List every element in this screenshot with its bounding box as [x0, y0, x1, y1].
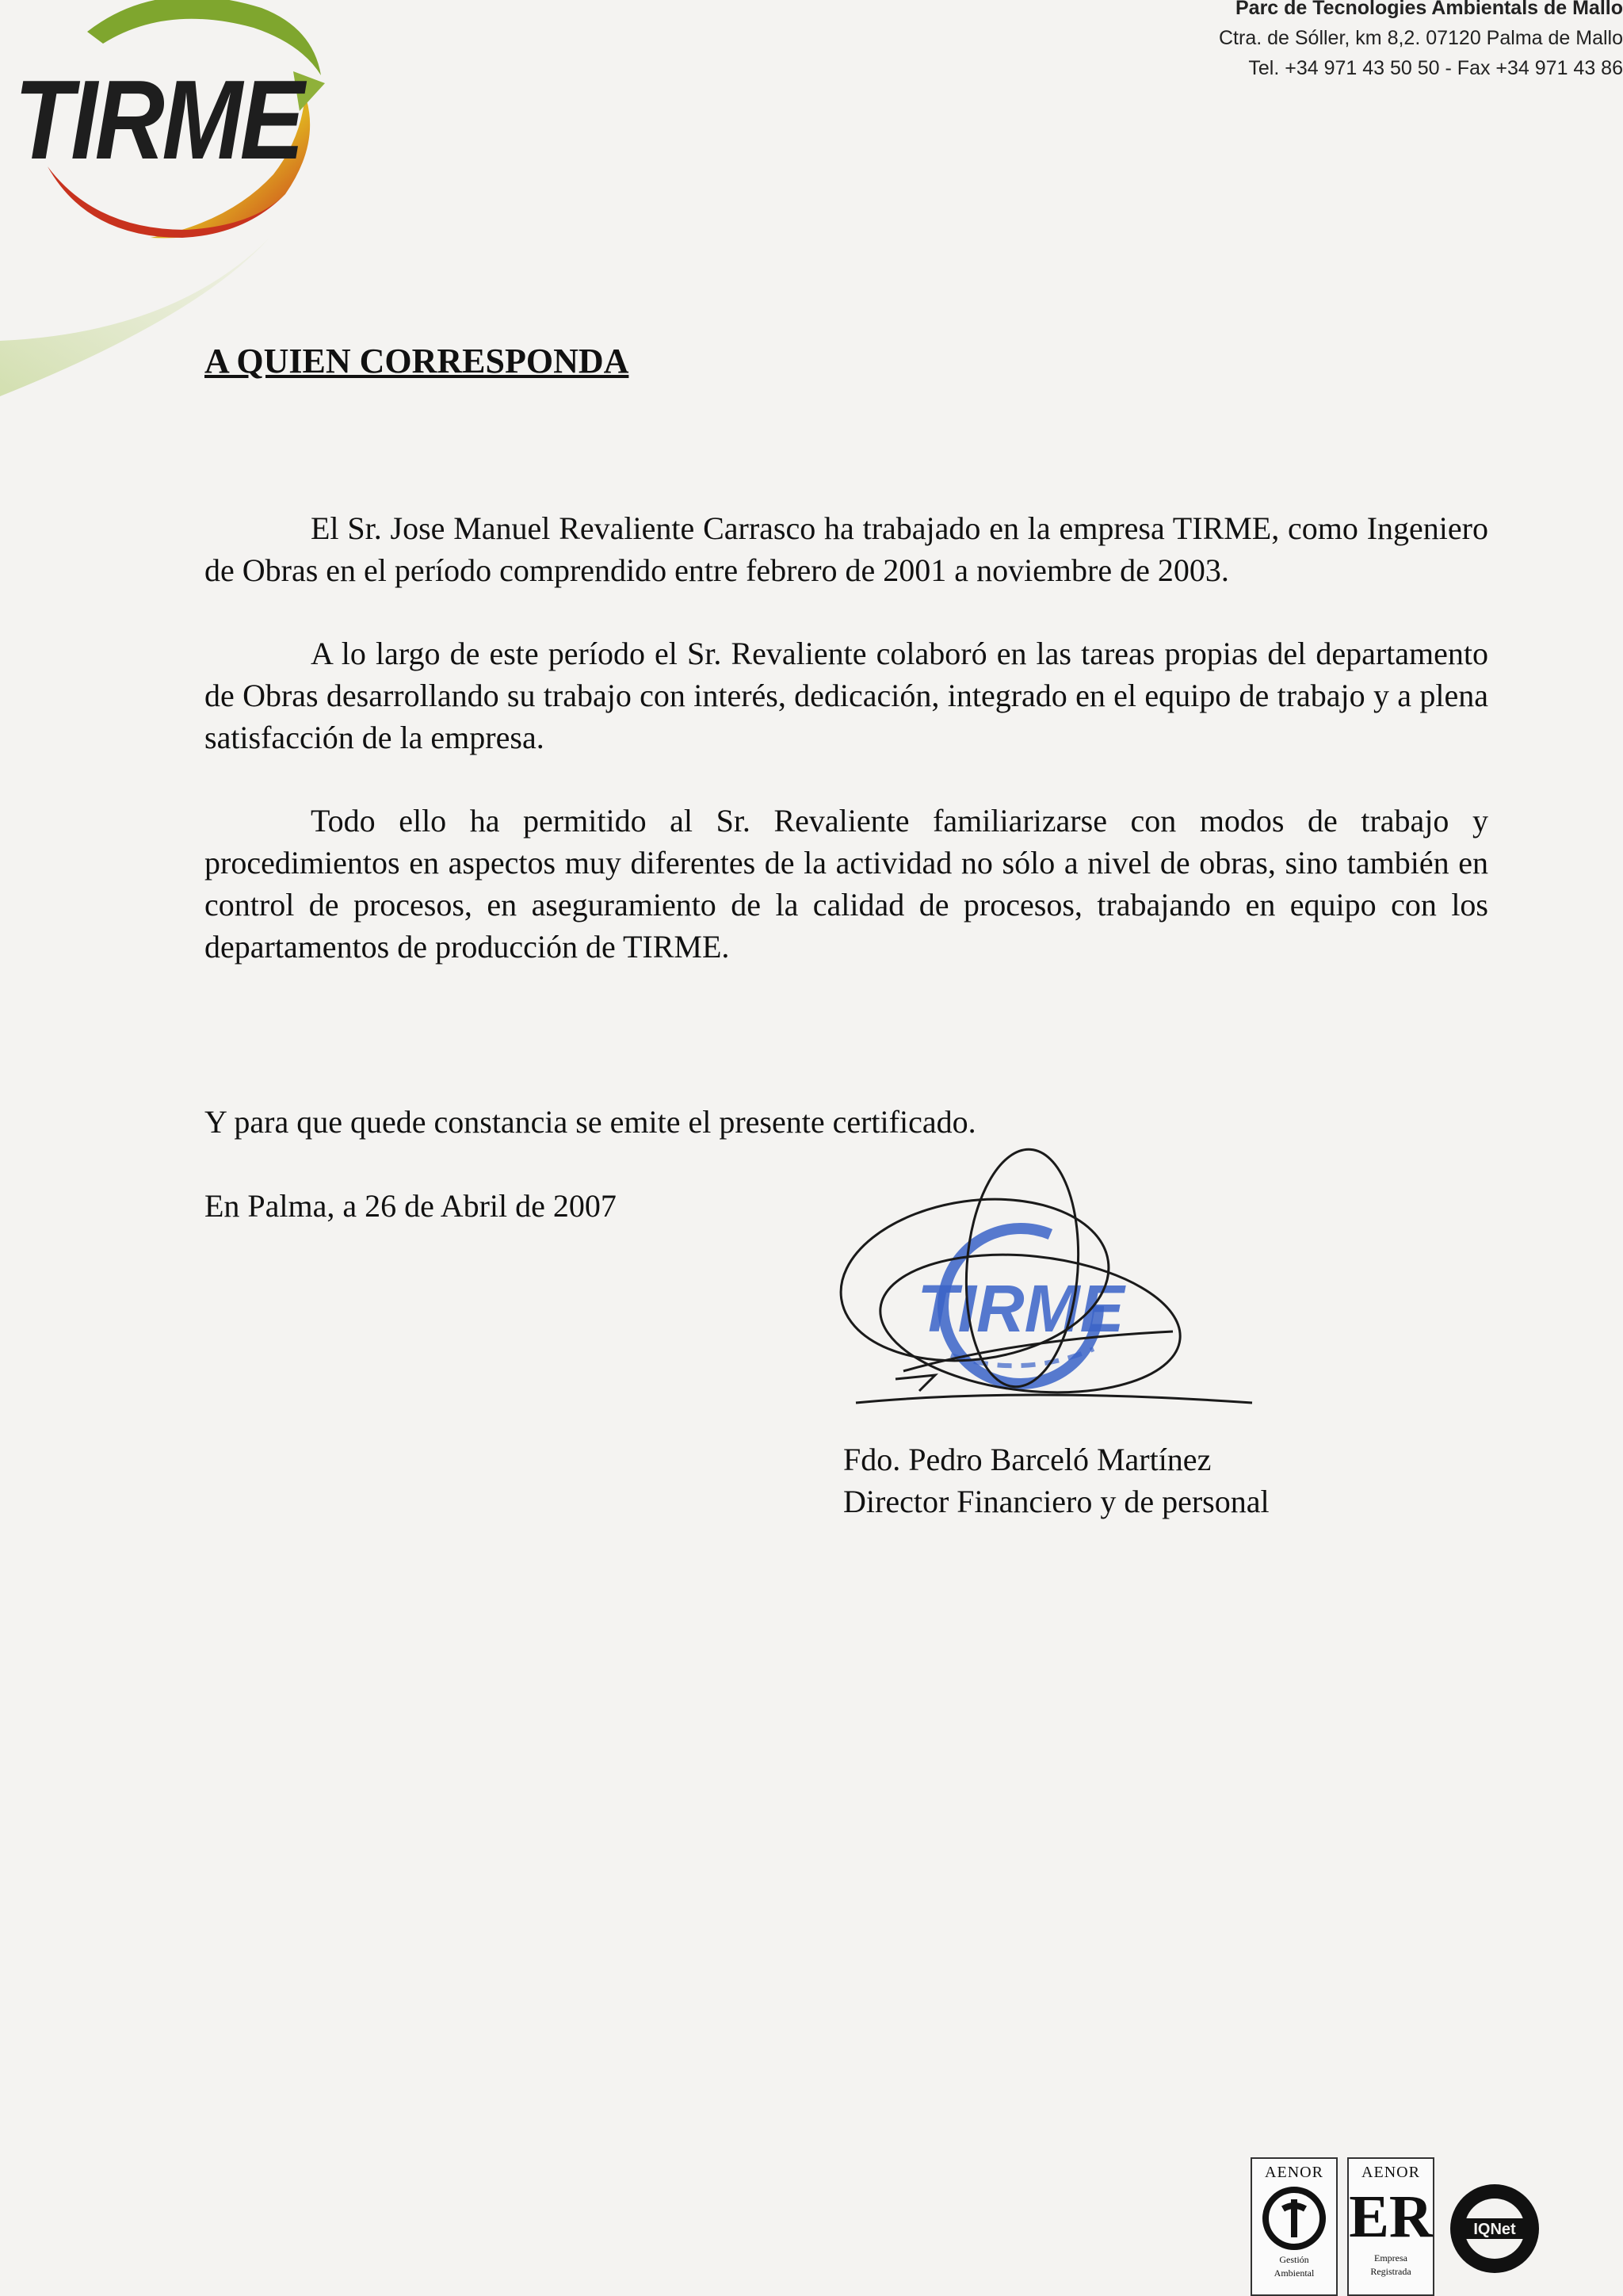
aenor-registered-badge	[1347, 2157, 1434, 2296]
place-date: En Palma, a 26 de Abril de 2007	[204, 1188, 617, 1224]
salutation-heading: A QUIEN CORRESPONDA	[204, 342, 629, 380]
badge-label: Empresa	[1374, 2252, 1407, 2264]
closing-statement: Y para que quede constancia se emite el presente certificado.	[204, 1104, 976, 1140]
er-mark: ER	[1349, 2183, 1433, 2250]
address-line: Ctra. de Sóller, km 8,2. 07120 Palma de Mallo	[1219, 27, 1623, 49]
body-paragraph: Todo ello ha permitido al Sr. Revaliente familiarizarse con modos de trabajo y procedimientos en aspectos muy diferentes de la actividad no sólo a nivel de obras, sino también en control de procesos, en aseguramiento de la calidad de procesos, trabajando en equipo con los departamentos de producción de TIRME.	[204, 803, 1488, 965]
badge-label: Registrada	[1370, 2266, 1411, 2277]
signature-and-stamp	[761, 1141, 1268, 1442]
aenor-environmental-badge	[1251, 2157, 1338, 2296]
badge-label: Gestión	[1279, 2254, 1309, 2265]
address-line: Parc de Tecnologies Ambientals de Mallo	[1235, 0, 1623, 19]
signer-name: Fdo. Pedro Barceló Martínez	[843, 1442, 1212, 1477]
badge-org: AENOR	[1361, 2164, 1420, 2181]
iqnet-seal-icon	[1447, 2181, 1542, 2276]
contact-line: Tel. +34 971 43 50 50 - Fax +34 971 43 86	[1248, 57, 1623, 79]
stamp-text: TIRME	[917, 1271, 1125, 1346]
logo-wordmark: TIRME	[14, 57, 302, 183]
signer-title: Director Financiero y de personal	[843, 1484, 1270, 1519]
badge-label: Ambiental	[1274, 2267, 1315, 2279]
letter-body	[204, 507, 1488, 1009]
body-paragraph: A lo largo de este período el Sr. Revaliente colaboró en las tareas propias del departamento de Obras desarrollando su trabajo con interés, dedicación, integrado en el equipo de trabajo y a plena satisfacción de la empresa.	[204, 636, 1488, 755]
certification-badges	[1251, 2157, 1552, 2296]
badge-org: AENOR	[1265, 2164, 1323, 2181]
ga-mark-icon	[1261, 2185, 1327, 2252]
iqnet-text: IQNet	[1473, 2221, 1516, 2238]
body-paragraph: El Sr. Jose Manuel Revaliente Carrasco ha trabajado en la empresa TIRME, como Ingeniero de Obras en el período comprendido entre febrero de 2001 a noviembre de 2003.	[204, 510, 1488, 588]
